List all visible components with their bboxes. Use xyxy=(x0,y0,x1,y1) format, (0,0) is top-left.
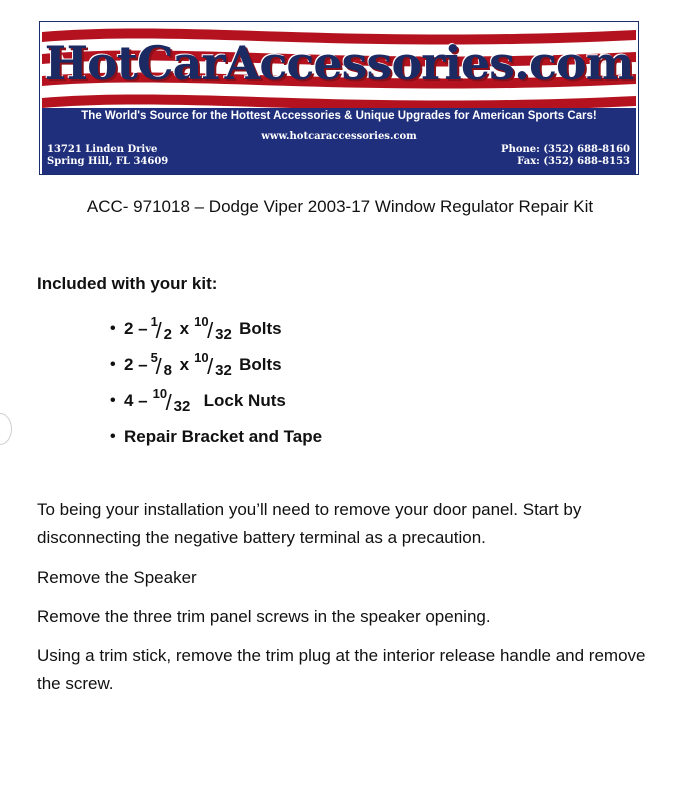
included-heading: Included with your kit: xyxy=(37,274,218,293)
document-title: ACC- 971018 – Dodge Viper 2003-17 Window Regulator Repair Kit xyxy=(86,197,594,216)
item-label: Lock Nuts xyxy=(203,391,286,410)
kit-contents-list xyxy=(110,311,322,455)
fraction-slash: / xyxy=(155,318,162,343)
fraction-slash: / xyxy=(155,354,162,379)
website: www.hotcaraccessories.com xyxy=(261,131,417,142)
item-qty: 2 – xyxy=(124,319,148,338)
fraction xyxy=(149,350,175,380)
fraction-numerator: 10 xyxy=(194,314,209,329)
item-qty: 2 – xyxy=(124,355,148,374)
fraction-numerator: 10 xyxy=(194,350,209,365)
fraction xyxy=(149,314,175,344)
header-banner xyxy=(39,21,639,175)
item-label: Bolts xyxy=(239,355,282,374)
paragraph: Remove the three trim panel screws in the speaker opening. xyxy=(37,607,491,626)
times-sign: x xyxy=(179,319,190,338)
item-label: Bolts xyxy=(239,319,282,338)
fraction xyxy=(153,386,195,416)
fraction-denominator: 32 xyxy=(215,362,232,379)
bullet-icon: • xyxy=(110,392,116,409)
phone-number: Phone: (352) 688-8160 xyxy=(501,144,630,155)
item-qty: 4 – xyxy=(124,391,148,410)
phone-fax xyxy=(501,144,630,168)
contact-band xyxy=(42,124,636,174)
address-line-1: 13721 Linden Drive xyxy=(47,144,158,155)
bullet-icon: • xyxy=(110,320,116,337)
page-edge-handle[interactable] xyxy=(0,413,12,445)
fraction xyxy=(194,314,234,344)
list-item xyxy=(110,383,322,419)
paragraph: To being your installation you’ll need to remove your door panel. Start by disconnecting the negative battery terminal as a precaution. xyxy=(37,500,582,547)
fraction-slash: / xyxy=(207,318,214,343)
times-sign: x xyxy=(179,355,190,374)
paragraph: Using a trim stick, remove the trim plug at the interior release handle and remove the screw. xyxy=(37,646,646,693)
fraction-slash: / xyxy=(165,390,172,415)
item-label: Repair Bracket and Tape xyxy=(124,427,323,446)
list-item xyxy=(110,419,322,455)
paragraph: Remove the Speaker xyxy=(37,568,197,587)
fraction-denominator: 2 xyxy=(163,326,172,343)
list-item xyxy=(110,311,322,347)
address-line-2: Spring Hill, FL 34609 xyxy=(47,156,169,167)
fraction xyxy=(194,350,234,380)
address xyxy=(47,144,168,168)
fraction-denominator: 32 xyxy=(173,398,191,415)
fraction-numerator: 1 xyxy=(150,314,158,329)
fraction-denominator: 32 xyxy=(215,326,232,343)
bullet-icon: • xyxy=(110,356,116,373)
fraction-slash: / xyxy=(207,354,214,379)
fraction-numerator: 10 xyxy=(152,386,168,401)
fax-number: Fax: (352) 688-8153 xyxy=(517,156,630,167)
tagline: The World's Source for the Hottest Accessories & Unique Upgrades for American Sports Cars! xyxy=(81,110,597,122)
fraction-numerator: 5 xyxy=(150,350,158,365)
site-logo: HotCarAccessories.com xyxy=(44,36,634,90)
list-item xyxy=(110,347,322,383)
fraction-denominator: 8 xyxy=(163,362,172,379)
bullet-icon: • xyxy=(110,428,116,445)
